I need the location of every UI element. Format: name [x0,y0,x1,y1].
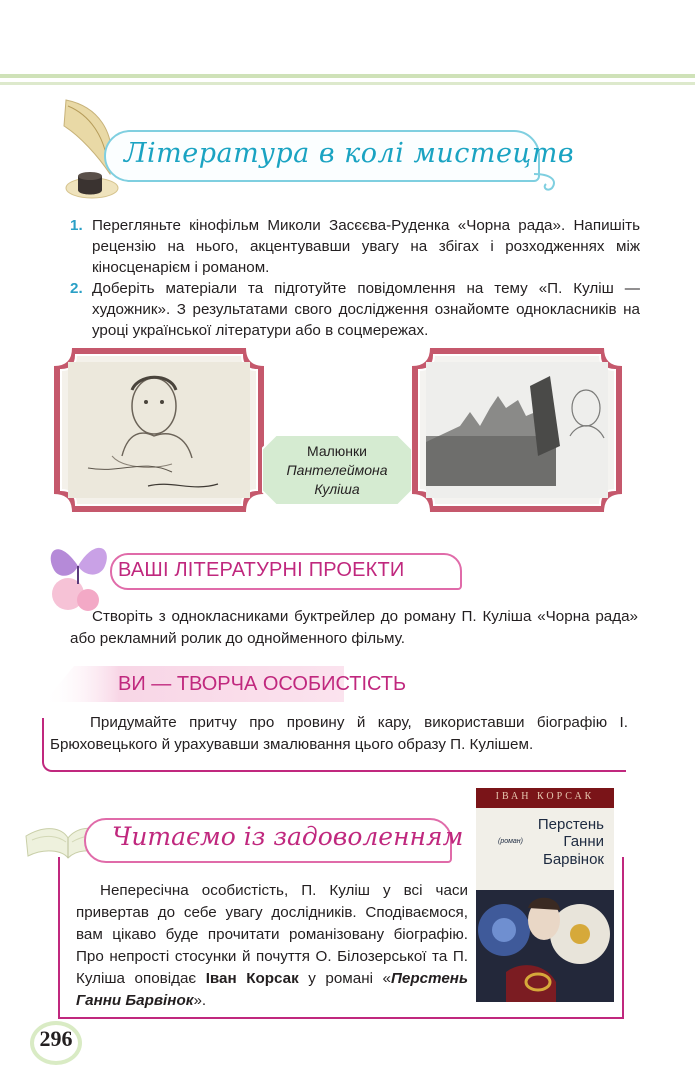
task-number: 1. [70,217,83,234]
book-cover-image [476,788,614,1002]
caption-line-3: Куліша [314,481,360,497]
task-number: 2. [70,280,83,297]
section-title-reading: Читаємо із задоволенням [112,822,464,851]
task-item [70,278,640,341]
page-number: 296 [39,1026,73,1051]
novel-author: Іван Корсак [205,970,299,987]
image-caption [262,442,412,499]
reading-text-end: ». [193,992,207,1009]
novel-title: Перстень Ганни Барвінок [76,970,468,1009]
cover-genre: (роман) [498,838,523,845]
task-list [70,215,640,341]
portrait-sketch-image [52,346,266,514]
cover-author: ІВАН КОРСАК [495,791,595,802]
landscape-sketch-image [410,346,624,514]
task-text: Перегляньте кінофільм Миколи Засєєва-Руденка «Чорна рада». Напишіть рецензію на нього, акцентувавши увагу на збігах і розходженнях між кіносценарієм і романом. [92,217,640,276]
cover-title-line-1: Перстень [537,816,604,833]
projects-text-body: Створіть з однокласниками буктрейлер до роману П. Куліша «Чорна рада» або рекламний ролик до однойменного фільму. [70,608,638,647]
reading-text-mid: у романі « [298,970,391,987]
creative-text [50,712,628,756]
top-rule-thin [0,82,695,85]
task-item [70,215,640,278]
projects-text [70,606,638,650]
section-title-creative: ВИ — ТВОРЧА ОСОБИСТІСТЬ [118,673,407,695]
cover-illustration [476,890,614,1002]
caption-line-2: Пантелеймона [286,462,388,478]
swirl-ornament-icon [532,170,562,194]
cover-title-line-2: Ганни [563,833,604,850]
caption-line-1: Малюнки [307,443,367,459]
reading-text-body: Непересічна особистість, П. Куліш у всі часи привертав до себе увагу дослідників. Сподіваємося, вам цікаво буде прочитати романізовану біографію. Про непрості стосунки й почуття О. Білозерської та П. Куліша оповідає [76,882,468,987]
reading-text [76,880,468,1012]
creative-text-body: Придумайте притчу про провину й кару, використавши біографію І. Брюховецького й урахувавши змалювання цього образу П. Кулішем. [50,714,628,753]
section-title-projects: ВАШІ ЛІТЕРАТУРНІ ПРОЕКТИ [118,559,405,581]
top-rule [0,74,695,78]
section-title-literature: Література в колі мистецтв [124,138,575,169]
task-text: Доберіть матеріали та підготуйте повідомлення на тему «П. Куліш — художник». З результатами свого дослідження ознайомте однокласників на уроці української літератури або в соцмережах. [92,280,640,339]
cover-title-line-3: Барвінок [542,851,604,868]
